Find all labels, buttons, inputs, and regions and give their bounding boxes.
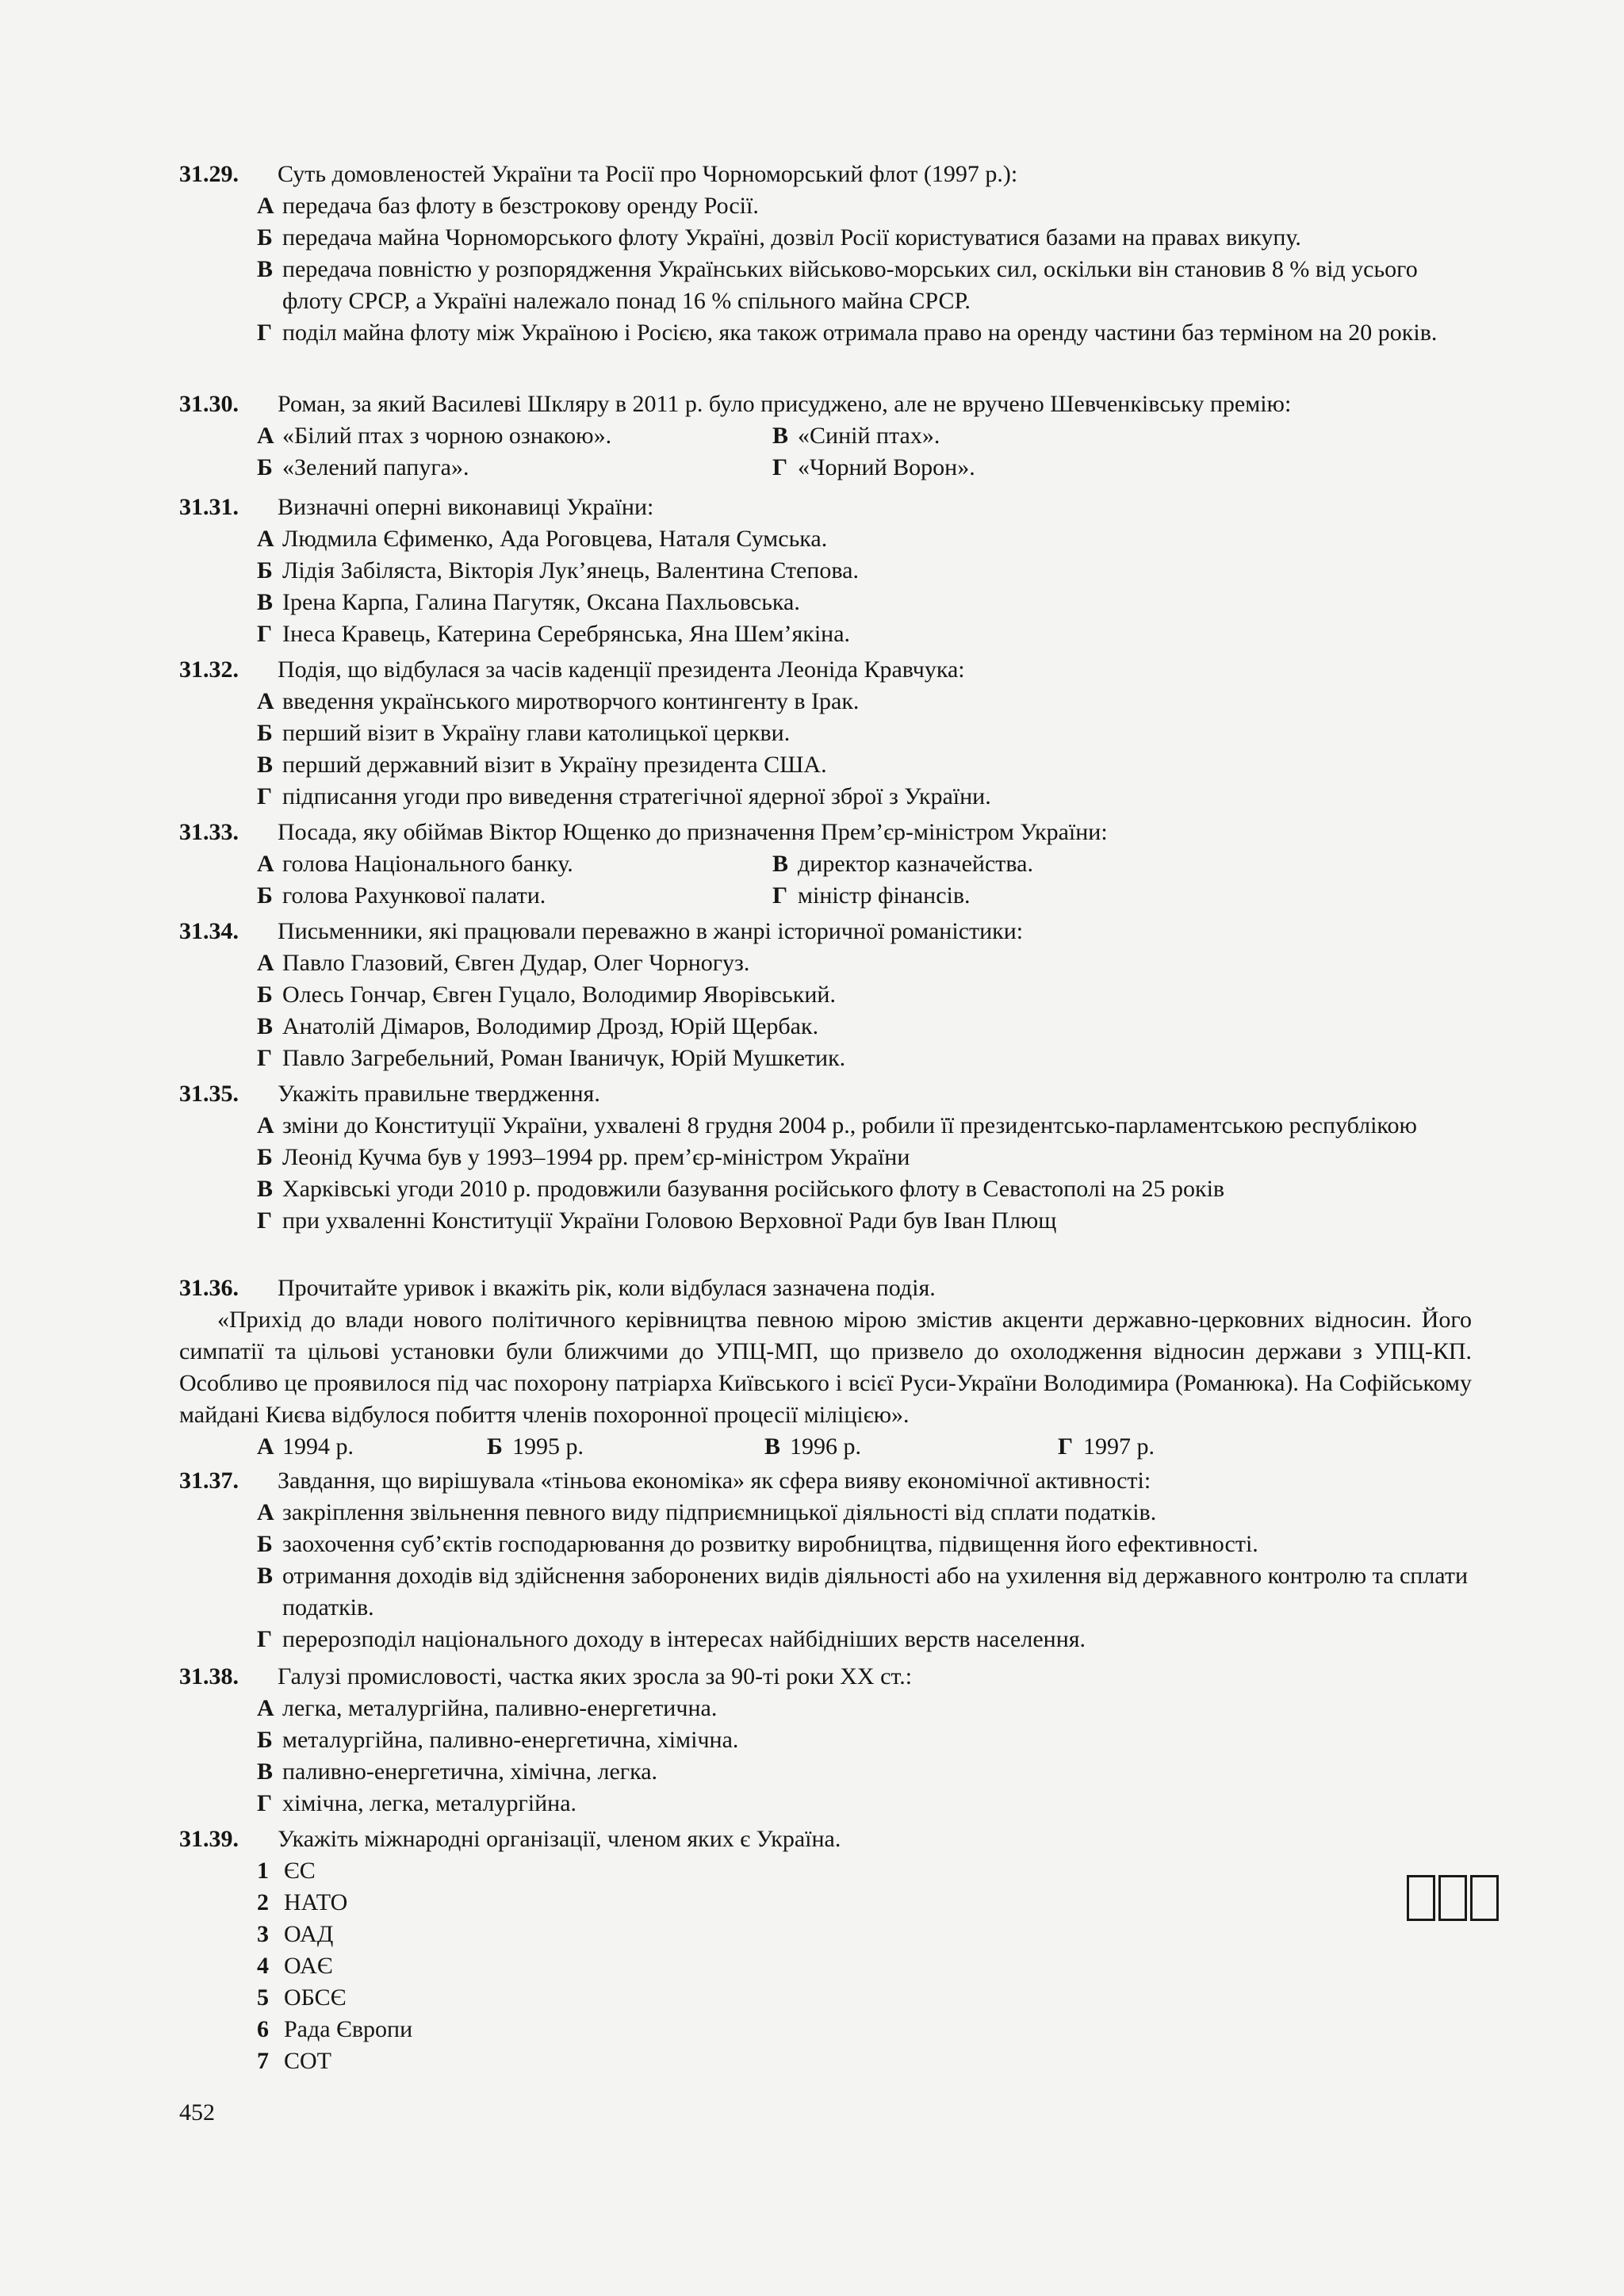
question-text: Посада, яку обіймав Віктор Ющенко до призначення Прем’єр-міністром України:	[278, 819, 1108, 845]
answer-option: В передача повністю у розпорядження Українських військово-морських сил, оскільки він становив 8 % від усього флоту СРСР, а Україні належало понад 16 % спільного майна СРСР.	[257, 256, 1418, 314]
question-text: Завдання, що вирішувала «тіньова економіка» як сфера вияву економічної активності:	[278, 1468, 1151, 1494]
question-number: 31.32.	[179, 656, 239, 683]
question-number: 31.36.	[179, 1275, 239, 1301]
answer-option: А введення українського миротворчого контингенту в Ірак.	[257, 688, 860, 714]
answer-option: А голова Національного банку.	[257, 851, 573, 877]
page-number: 452	[179, 2099, 215, 2126]
question-31-30	[179, 388, 1472, 484]
question-number: 31.33.	[179, 819, 239, 845]
question-text: Укажіть правильне твердження.	[278, 1081, 600, 1107]
question-text: Прочитайте уривок і вкажіть рік, коли відбулася зазначена подія.	[278, 1275, 936, 1301]
answer-option: А «Білий птах з чорною ознакою».	[257, 423, 612, 449]
answer-option: А закріплення звільнення певного виду підприємницької діяльності від сплати податків.	[257, 1499, 1157, 1525]
question-number: 31.39.	[179, 1826, 239, 1852]
numbered-option: 4 ОАЄ	[257, 1953, 333, 1979]
question-31-31	[179, 492, 1472, 650]
answer-option: Б «Зелений папуга».	[257, 454, 469, 480]
answer-option: А Павло Глазовий, Євген Дудар, Олег Чорногуз.	[257, 950, 750, 976]
answer-option: А легка, металургійна, паливно-енергетична.	[257, 1695, 718, 1721]
answer-option: В паливно-енергетична, хімічна, легка.	[257, 1758, 658, 1785]
answer-box[interactable]	[1438, 1875, 1467, 1921]
question-31-29	[179, 159, 1472, 349]
numbered-option: 1 ЄС	[257, 1858, 316, 1884]
answer-option: Г міністр фінансів.	[772, 882, 971, 909]
answer-option: Б Леонід Кучма був у 1993–1994 рр. прем’єр-міністром України	[257, 1144, 910, 1170]
answer-option: В директор казначейства.	[772, 851, 1033, 877]
answer-option: В отримання доходів від здійснення заборонених видів діяльності або на ухилення від державного контролю та сплати податків.	[257, 1563, 1469, 1621]
question-text: Визначні оперні виконавиці України:	[278, 494, 654, 520]
answer-option: В 1996 р.	[764, 1433, 861, 1460]
question-text: Укажіть міжнародні організації, членом яких є Україна.	[278, 1826, 841, 1852]
question-number: 31.37.	[179, 1468, 239, 1494]
numbered-option: 3 ОАД	[257, 1921, 334, 1947]
question-31-34	[179, 916, 1472, 1074]
answer-option: В Харківські угоди 2010 р. продовжили базування російського флоту в Севастополі на 25 років	[257, 1176, 1225, 1202]
answer-option: В перший державний візит в Україну президента США.	[257, 752, 827, 778]
answer-option: Г Павло Загребельний, Роман Іваничук, Юрій Мушкетик.	[257, 1045, 846, 1071]
answer-option: Б Лідія Забіляста, Вікторія Лук’янець, Валентина Степова.	[257, 557, 859, 584]
answer-option: А Людмила Єфименко, Ада Роговцева, Наталя Сумська.	[257, 526, 828, 552]
answer-option: В «Синій птах».	[772, 423, 940, 449]
question-text: Роман, за який Василеві Шкляру в 2011 р. було присуджено, але не вручено Шевченківську премію:	[278, 391, 1292, 417]
answer-option: Г «Чорний Ворон».	[772, 454, 975, 480]
answer-option: В Ірена Карпа, Галина Пагутяк, Оксана Пахльовська.	[257, 589, 800, 615]
answer-option: Г перерозподіл національного доходу в інтересах найбідніших верств населення.	[257, 1626, 1086, 1652]
answer-option: Г Інеса Кравець, Катерина Серебрянська, Яна Шем’якіна.	[257, 621, 851, 647]
question-text: Суть домовленостей України та Росії про Чорноморський флот (1997 р.):	[278, 161, 1018, 187]
question-text: Галузі промисловості, частка яких зросла за 90-ті роки ХХ ст.:	[278, 1663, 913, 1689]
answer-option: А зміни до Конституції України, ухвалені 8 грудня 2004 р., робили її президентсько-парламентською республікою	[257, 1112, 1417, 1138]
question-31-36	[179, 1272, 1472, 1463]
question-31-39	[179, 1823, 1472, 2077]
answer-option: Б заохочення суб’єктів господарювання до розвитку виробництва, підвищення його ефективності.	[257, 1531, 1258, 1557]
answer-options	[257, 420, 1472, 484]
answer-option: Г підписання угоди про виведення стратегічної ядерної зброї з України.	[257, 783, 991, 809]
numbered-option: 5 ОБСЄ	[257, 1984, 347, 2011]
question-text: Письменники, які працювали переважно в жанрі історичної романістики:	[278, 918, 1024, 944]
source-quote: «Прихід до влади нового політичного керівництва певною мірою змістив акценти державно-церковних відносин. Його симпатії та цільові установки були ближчими до УПЦ-МП, що призвело до охолодження відносин держави з УПЦ-КП. Особливо це проявилося під час похорону патріарха Київського і всієї Руси-України Володимира (Романюка). На Софійському майдані Києва відбулося побиття членів похоронної процесії міліцією».	[179, 1307, 1472, 1428]
answer-option: Б перший візит в Україну глави католицької церкви.	[257, 720, 791, 746]
answer-options	[257, 848, 1472, 912]
question-31-32	[179, 654, 1472, 813]
question-number: 31.29.	[179, 161, 239, 187]
answer-option: Г хімічна, легка, металургійна.	[257, 1790, 577, 1816]
answer-option: Б Олесь Гончар, Євген Гуцало, Володимир Яворівський.	[257, 982, 836, 1008]
question-31-33	[179, 817, 1472, 912]
answer-option: Г при ухваленні Конституції України Головою Верховної Ради був Іван Плющ	[257, 1207, 1057, 1234]
question-number: 31.31.	[179, 494, 239, 520]
answer-option: Б голова Рахункової палати.	[257, 882, 546, 909]
numbered-option: 2 НАТО	[257, 1889, 348, 1915]
question-31-37	[179, 1465, 1472, 1655]
question-number: 31.30.	[179, 391, 239, 417]
answer-option: Г 1997 р.	[1058, 1433, 1155, 1460]
answer-options	[257, 1431, 1472, 1463]
answer-option: Б 1995 р.	[487, 1433, 584, 1460]
answer-box[interactable]	[1470, 1875, 1499, 1921]
question-31-35	[179, 1078, 1472, 1237]
numbered-option: 6 Рада Європи	[257, 2016, 413, 2042]
numbered-option: 7 СОТ	[257, 2048, 331, 2074]
answer-box[interactable]	[1407, 1875, 1435, 1921]
question-number: 31.35.	[179, 1081, 239, 1107]
question-number: 31.38.	[179, 1663, 239, 1689]
answer-option: А передача баз флоту в безстрокову оренду Росії.	[257, 193, 759, 219]
question-31-38	[179, 1661, 1472, 1820]
question-text: Подія, що відбулася за часів каденції президента Леоніда Кравчука:	[278, 656, 965, 683]
answer-boxes	[1407, 1875, 1502, 1921]
answer-option: Б металургійна, паливно-енергетична, хімічна.	[257, 1727, 739, 1753]
answer-option: В Анатолій Дімаров, Володимир Дрозд, Юрій Щербак.	[257, 1013, 819, 1039]
question-number: 31.34.	[179, 918, 239, 944]
answer-option: Г поділ майна флоту між Україною і Росією, яка також отримала право на оренду частини баз терміном на 20 років.	[257, 320, 1438, 346]
answer-option: А 1994 р.	[257, 1433, 354, 1460]
answer-option: Б передача майна Чорноморського флоту Україні, дозвіл Росії користуватися базами на правах викупу.	[257, 224, 1301, 251]
